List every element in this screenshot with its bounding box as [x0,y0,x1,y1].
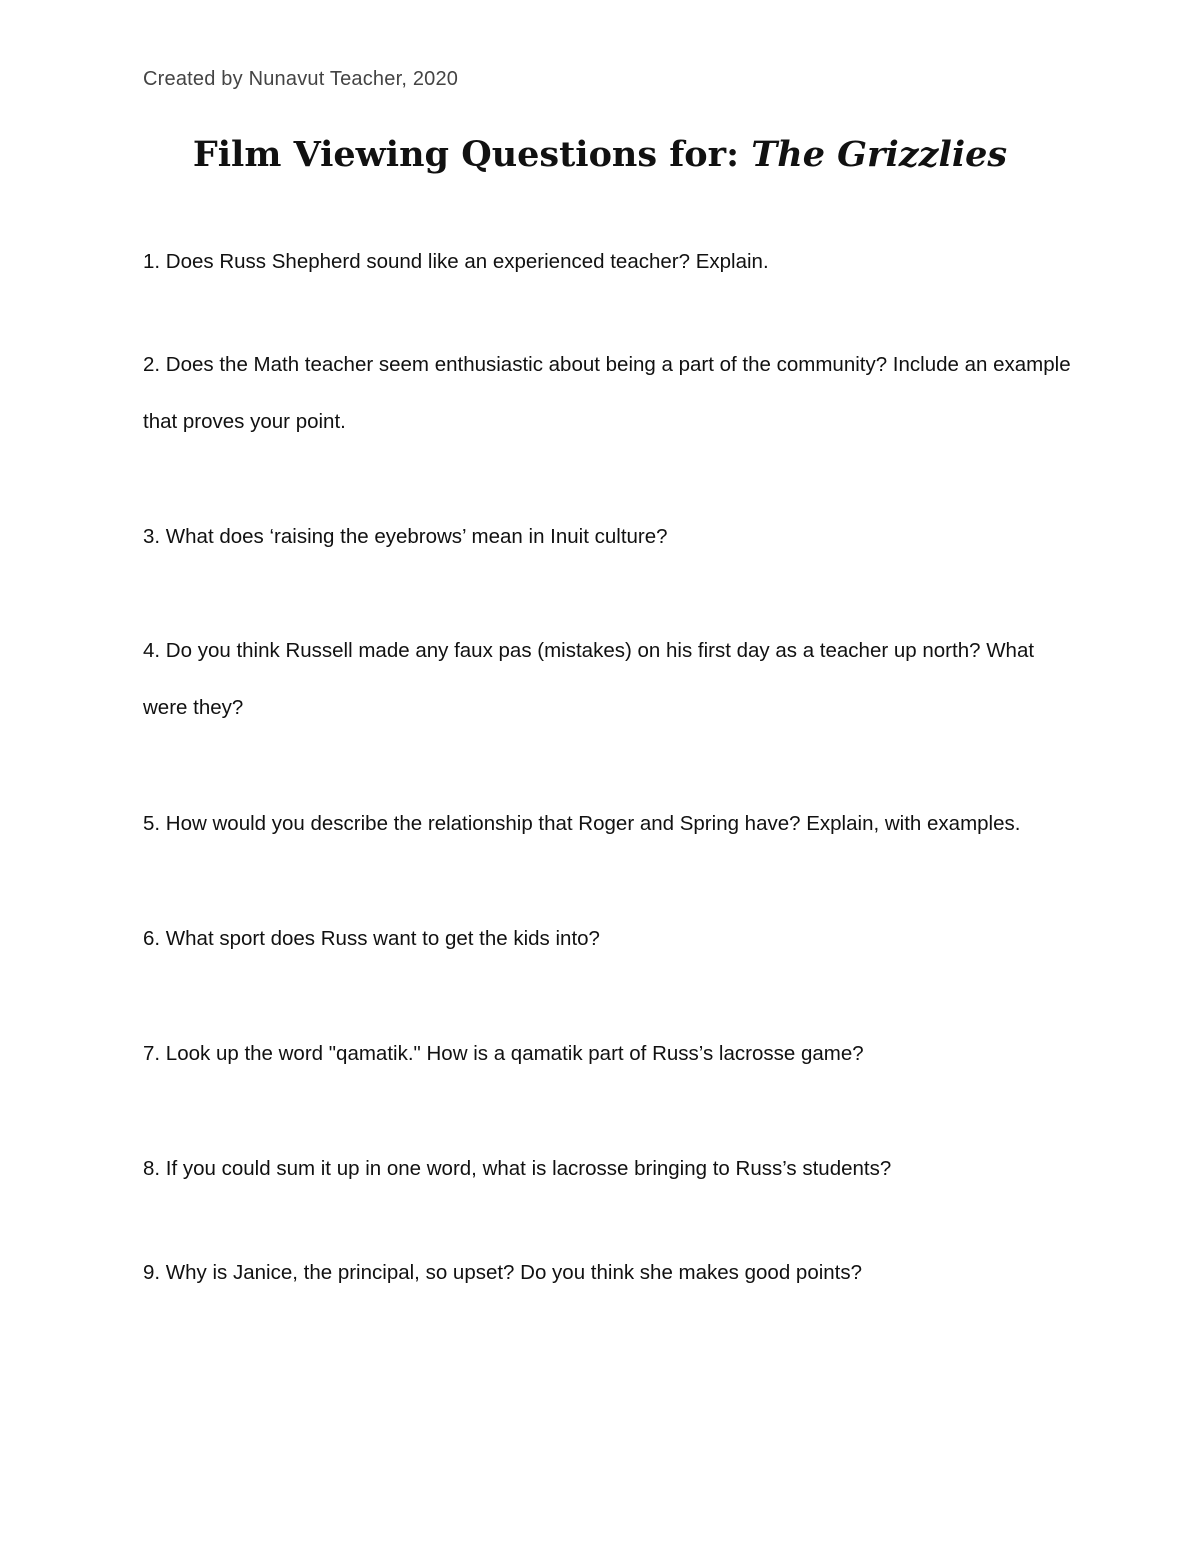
question-2: 2. Does the Math teacher seem enthusiastic about being a part of the community? Include an example that proves your point. [143,353,1071,433]
film-title: The Grizzlies [751,134,1008,175]
question-5: 5. How would you describe the relationship that Roger and Spring have? Explain, with examples. [143,812,1021,835]
question-3: 3. What does ‘raising the eyebrows’ mean in Inuit culture? [143,525,668,548]
question-8: 8. If you could sum it up in one word, what is lacrosse bringing to Russ’s students? [143,1157,892,1180]
question-6: 6. What sport does Russ want to get the kids into? [143,927,600,950]
question-4: 4. Do you think Russell made any faux pas (mistakes) on his first day as a teacher up north? What were they? [143,639,1035,719]
page-title [0,134,1200,175]
question-7: 7. Look up the word "qamatik." How is a qamatik part of Russ’s lacrosse game? [143,1042,864,1065]
title-prefix: Film Viewing Questions for: [192,134,752,175]
author-line: Created by Nunavut Teacher, 2020 [143,68,459,90]
question-9: 9. Why is Janice, the principal, so upset? Do you think she makes good points? [143,1261,863,1284]
question-1: 1. Does Russ Shepherd sound like an experienced teacher? Explain. [143,250,769,273]
